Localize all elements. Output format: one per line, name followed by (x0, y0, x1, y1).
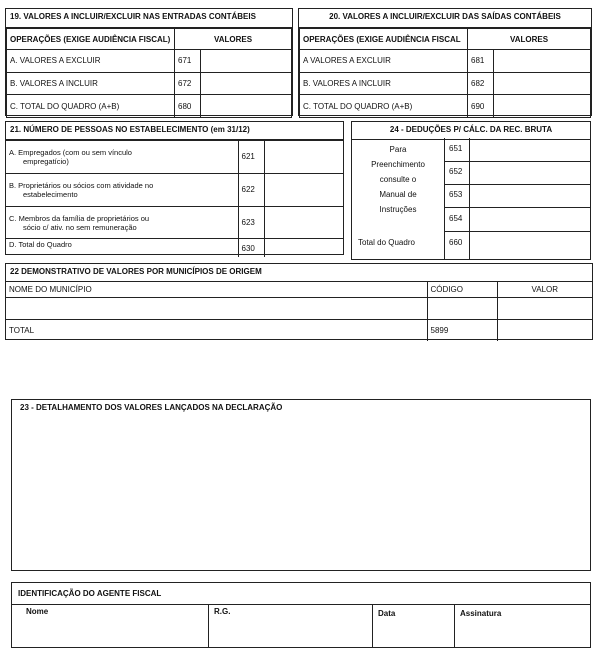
s22-col-code: CÓDIGO (427, 282, 497, 297)
s22-col-municipality: NOME DO MUNICÍPIO (6, 282, 427, 297)
s21-row-line1: A. Empregados (com ou sem vínculo (9, 147, 132, 157)
s20-row-code: 690 (468, 95, 494, 118)
s24-code-grid (444, 138, 590, 259)
table-row (6, 297, 592, 319)
section-22-title: 22 DEMONSTRATIVO DE VALORES POR MUNICÍPIOS DE ORIGEM (6, 264, 592, 282)
agent-name-field[interactable] (12, 604, 209, 647)
s20-row-code: 681 (468, 50, 494, 73)
s24-code: 654 (449, 214, 463, 223)
section-21 (5, 121, 344, 255)
s19-row-label: C. TOTAL DO QUADRO (A+B) (7, 95, 175, 118)
s22-municipality-field[interactable] (6, 297, 427, 319)
s21-value-field[interactable] (264, 173, 343, 206)
section-23-title: 23 - DETALHAMENTO DOS VALORES LANÇADOS NA DECLARAÇÃO (20, 403, 283, 412)
table-row (6, 141, 343, 174)
s24-total-label: Total do Quadro (358, 238, 415, 247)
s21-row-label (6, 206, 238, 239)
table-row (444, 184, 590, 208)
agent-signature-field[interactable] (454, 604, 590, 647)
s22-total-code: 5899 (427, 319, 497, 341)
agent-fields (12, 604, 590, 647)
s19-col-operations: OPERAÇÕES (EXIGE AUDIÊNCIA FISCAL) (7, 29, 175, 50)
s19-value-field[interactable] (201, 50, 292, 73)
s20-row-label: C. TOTAL DO QUADRO (A+B) (300, 95, 468, 118)
s21-row-line2: empregatício) (23, 156, 69, 166)
s22-value-field[interactable] (497, 297, 592, 319)
s21-value-field[interactable] (264, 239, 343, 257)
s21-value-field[interactable] (264, 141, 343, 174)
s24-instruction-line: Preenchimento (371, 160, 425, 169)
s20-value-field[interactable] (494, 72, 591, 95)
agent-date-label: Data (378, 609, 396, 618)
s20-row-label: A VALORES A EXCLUIR (300, 50, 468, 73)
agent-name-label: Nome (26, 607, 49, 616)
s21-row-code: 621 (238, 141, 264, 174)
section-19-title: 19. VALORES A INCLUIR/EXCLUIR NAS ENTRADAS CONTÁBEIS (6, 9, 292, 28)
section-20-title: 20. VALORES A INCLUIR/EXCLUIR DAS SAÍDAS CONTÁBEIS (299, 9, 591, 28)
table-row (7, 50, 292, 73)
s24-code: 653 (449, 190, 463, 199)
s20-row-code: 682 (468, 72, 494, 95)
table-row (6, 239, 343, 257)
s21-row-label (6, 173, 238, 206)
s20-value-field[interactable] (494, 50, 591, 73)
table-row (6, 206, 343, 239)
s22-total-value-field[interactable] (497, 319, 592, 341)
s21-row-code: 623 (238, 206, 264, 239)
s24-value-field[interactable] (470, 138, 590, 161)
s21-row-line2: sócio c/ ativ. no sem remuneração (23, 222, 137, 232)
table-row (444, 207, 590, 232)
s21-row-line1: B. Proprietários ou sócios com atividade no (9, 180, 154, 190)
s24-instruction-line: Manual de (379, 190, 417, 199)
s19-value-field[interactable] (201, 72, 292, 95)
s24-instruction-line: consulte o (379, 175, 417, 184)
s24-instruction-line: Instruções (379, 205, 417, 214)
table-row (6, 173, 343, 206)
s24-total-field[interactable] (470, 231, 590, 259)
s24-instructions (352, 138, 444, 232)
s22-code-field[interactable] (427, 297, 497, 319)
s20-value-field[interactable] (494, 95, 591, 118)
s19-row-code: 680 (175, 95, 201, 118)
section-22 (5, 263, 593, 340)
s24-code: 651 (449, 144, 463, 153)
s24-code: 660 (449, 238, 463, 247)
s19-row-label: B. VALORES A INCLUIR (7, 72, 175, 95)
s21-row-line2: estabelecimento (23, 189, 78, 199)
s22-total-label: TOTAL (6, 319, 427, 341)
s19-row-code: 672 (175, 72, 201, 95)
s24-value-field[interactable] (470, 161, 590, 184)
s19-row-code: 671 (175, 50, 201, 73)
s21-row-label (6, 141, 238, 174)
agent-signature-label: Assinatura (460, 609, 502, 618)
s21-row-label (6, 239, 238, 257)
table-row (300, 72, 591, 95)
s21-row-code: 630 (238, 239, 264, 257)
section-19 (5, 8, 293, 116)
section-23[interactable] (11, 399, 591, 571)
s19-value-field[interactable] (201, 95, 292, 118)
agent-title: IDENTIFICAÇÃO DO AGENTE FISCAL (12, 583, 590, 605)
agent-date-field[interactable] (372, 604, 455, 647)
s20-col-operations: OPERAÇÕES (EXIGE AUDIÊNCIA FISCAL (300, 29, 468, 50)
table-row (300, 50, 591, 73)
s19-col-values: VALORES (175, 29, 292, 50)
table-row (6, 319, 592, 341)
table-row (300, 95, 591, 118)
section-21-title: 21. NÚMERO DE PESSOAS NO ESTABELECIMENTO (em 31/12) (6, 122, 343, 140)
s21-row-code: 622 (238, 173, 264, 206)
section-24-title: 24 - DEDUÇÕES P/ CÁLC. DA REC. BRUTA (352, 122, 590, 140)
agent-rg-field[interactable] (208, 604, 373, 647)
s20-col-values: VALORES (468, 29, 591, 50)
table-row (444, 231, 590, 259)
agent-rg-label: R.G. (214, 607, 231, 616)
table-row (7, 95, 292, 118)
section-20 (298, 8, 592, 116)
s24-instruction-line: Para (389, 145, 407, 154)
table-row (444, 161, 590, 185)
s22-col-value: VALOR (497, 282, 592, 297)
s24-code: 652 (449, 167, 463, 176)
s20-row-label: B. VALORES A INCLUIR (300, 72, 468, 95)
s24-value-field[interactable] (470, 207, 590, 231)
s21-row-line1: C. Membros da família de proprietários ou (9, 213, 150, 223)
s19-row-label: A. VALORES A EXCLUIR (7, 50, 175, 73)
s24-value-field[interactable] (470, 184, 590, 207)
table-row (7, 72, 292, 95)
s21-value-field[interactable] (264, 206, 343, 239)
s21-row-line1: D. Total do Quadro (9, 240, 72, 250)
agent-identification (11, 582, 591, 648)
table-row (444, 138, 590, 162)
section-24 (351, 121, 591, 260)
